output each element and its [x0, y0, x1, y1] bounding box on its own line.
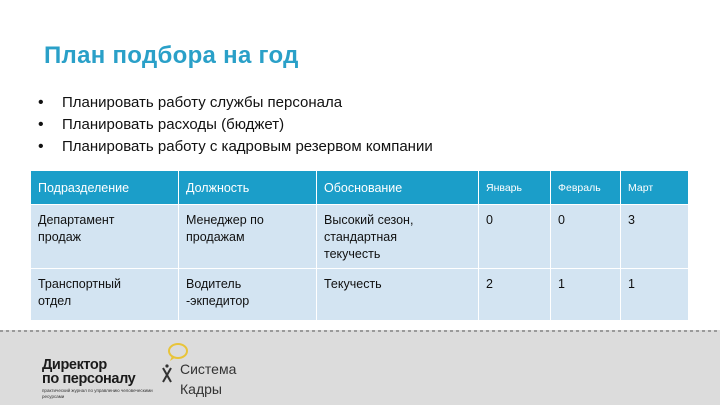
bullet-item: • Планировать работу с кадровым резервом компании [38, 136, 433, 158]
table-row [31, 269, 689, 321]
header-position: Должность [179, 171, 317, 205]
director-logo: Директор по персоналу практический журнал по управлению человеческими ресурсами [42, 357, 153, 399]
cell-february: 1 [551, 269, 621, 321]
cell-division: Транспортный отдел [31, 269, 179, 321]
cell-march: 3 [621, 205, 689, 269]
cell-january: 2 [479, 269, 551, 321]
sistema-kadry-logo: Система Кадры [160, 342, 280, 400]
cell-position: Менеджер по продажам [179, 205, 317, 269]
cell-reason: Текучесть [317, 269, 479, 321]
cell-january: 0 [479, 205, 551, 269]
bullet-item: • Планировать работу службы персонала [38, 92, 433, 114]
cell-division: Департамент продаж [31, 205, 179, 269]
table-header-row [31, 171, 689, 205]
header-february: Февраль [551, 171, 621, 205]
hiring-plan-table [30, 170, 689, 321]
header-march: Март [621, 171, 689, 205]
header-division: Подразделение [31, 171, 179, 205]
header-reason: Обоснование [317, 171, 479, 205]
footer-bar [0, 330, 720, 405]
cell-february: 0 [551, 205, 621, 269]
slide-title: План подбора на год [44, 42, 299, 69]
bullet-list [38, 92, 433, 158]
table-row [31, 205, 689, 269]
cell-reason: Высокий сезон, стандартная текучесть [317, 205, 479, 269]
header-january: Январь [479, 171, 551, 205]
cell-position: Водитель -экпедитор [179, 269, 317, 321]
bullet-item: • Планировать расходы (бюджет) [38, 114, 433, 136]
cell-march: 1 [621, 269, 689, 321]
